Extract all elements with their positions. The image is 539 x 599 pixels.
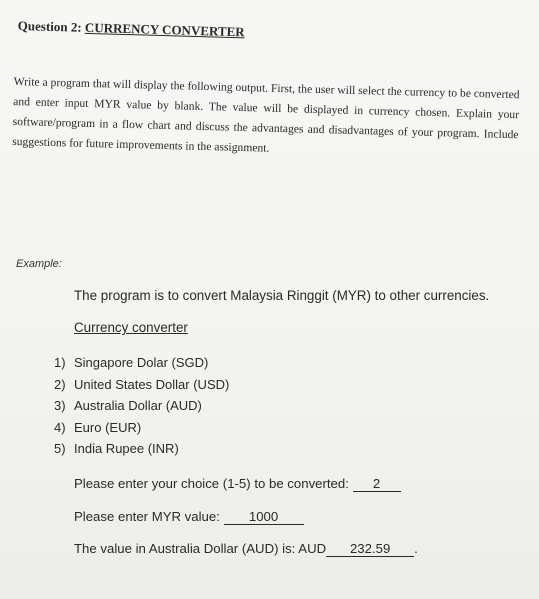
instructions-paragraph [12, 72, 520, 165]
option-number: 5) [54, 441, 66, 456]
option-number: 1) [54, 355, 66, 370]
option-label: India Rupee (INR) [74, 441, 179, 456]
converter-heading: Currency converter [74, 320, 188, 335]
option-number: 2) [54, 376, 66, 392]
result-value: 232.59 [326, 542, 414, 557]
option-label: United States Dollar (USD) [74, 376, 230, 392]
currency-option [54, 352, 229, 374]
currency-options-list [54, 352, 229, 460]
choice-line [74, 476, 401, 492]
option-label: Euro (EUR) [74, 419, 142, 435]
myr-line [74, 509, 304, 525]
option-number: 3) [54, 398, 66, 413]
myr-value: 1000 [224, 510, 304, 525]
example-label: Example: [16, 258, 62, 270]
currency-option [54, 417, 229, 439]
choice-value: 2 [353, 477, 401, 492]
result-line [74, 541, 418, 557]
currency-option [54, 438, 229, 460]
currency-option [54, 374, 229, 396]
result-prompt: The value in Australia Dollar (AUD) is: AUD [74, 541, 327, 556]
question-title: CURRENCY CONVERTER [84, 19, 245, 40]
instructions-text: Write a program that will display the following output. First, the user will select the currency to be converted and enter input MYR value by blank. The value will be displayed in currency chosen. Explain your software/program in a flow chart and discuss the advantages and disadvantages of your program. Include suggestions for future improvements in the assignment. [12, 74, 520, 155]
example-intro: The program is to convert Malaysia Ringgit (MYR) to other currencies. [74, 288, 490, 303]
option-label: Australia Dollar (AUD) [74, 398, 202, 413]
currency-option [54, 395, 229, 417]
choice-prompt: Please enter your choice (1-5) to be converted: [74, 476, 349, 491]
option-number: 4) [54, 419, 66, 435]
question-heading [18, 18, 245, 40]
myr-prompt: Please enter MYR value: [74, 509, 220, 524]
result-suffix: . [414, 541, 418, 556]
question-number: Question 2: [17, 18, 86, 35]
option-label: Singapore Dolar (SGD) [74, 355, 209, 370]
